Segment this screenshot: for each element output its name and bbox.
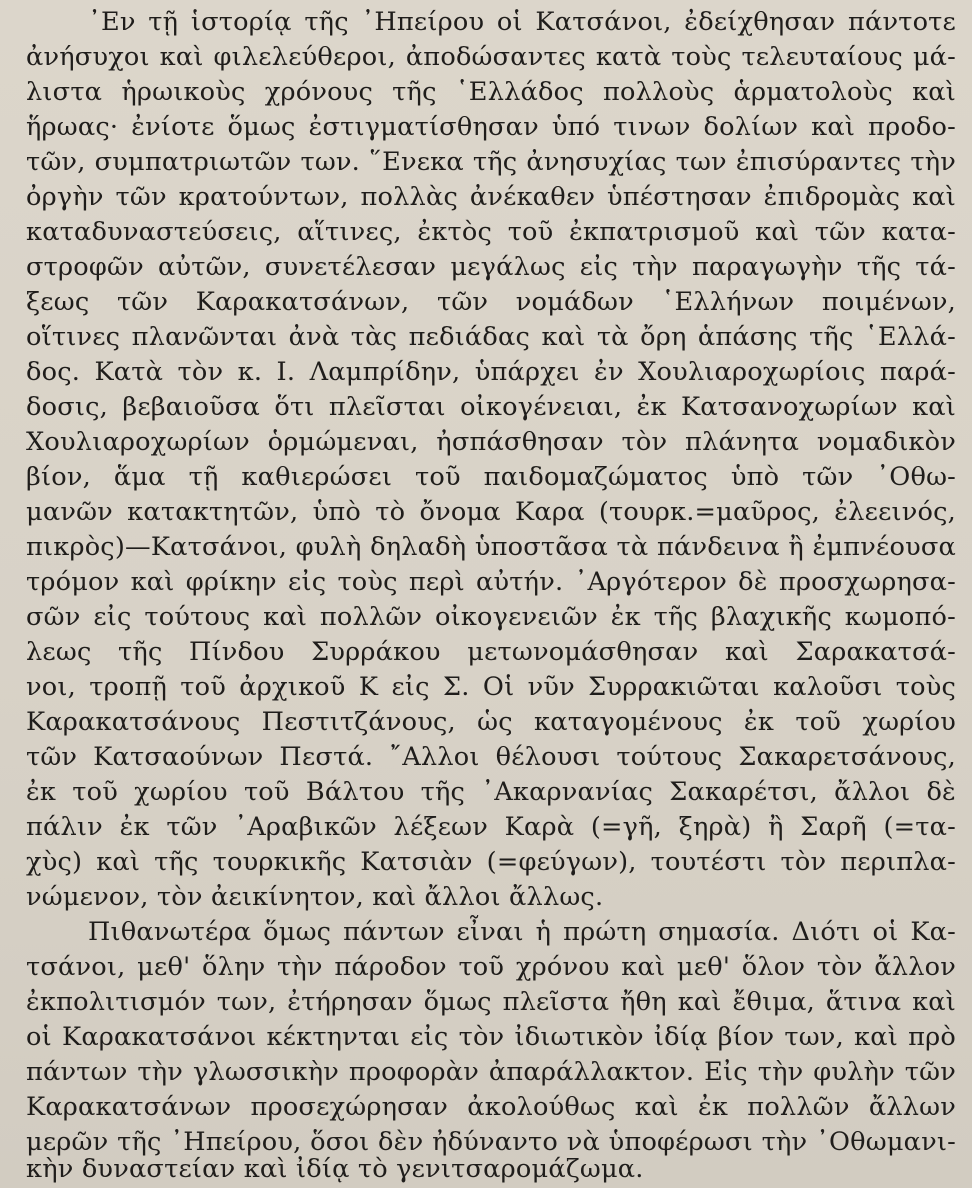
- text-line: τῶν, συμπατριωτῶν των. ῞Ενεκα τῆς ἀνησυχίας των ἐπισύραντες τὴν: [26, 147, 956, 177]
- text-line: ἐκ τοῦ χωρίου τοῦ Βάλτου τῆς ᾿Ακαρνανίας Σακαρέτσι, ἄλλοι δὲ: [26, 777, 956, 807]
- text-line: ἀνήσυχοι καὶ φιλελεύθεροι, ἀποδώσαντες κατὰ τοὺς τελευταίους μά-: [26, 42, 956, 72]
- text-line: οἵτινες πλανῶνται ἀνὰ τὰς πεδιάδας καὶ τὰ ὄρη ἁπάσης τῆς ῾Ελλά-: [26, 322, 956, 352]
- text-line: στροφῶν αὐτῶν, συνετέλεσαν μεγάλως εἰς τὴν παραγωγὴν τῆς τά-: [26, 252, 956, 282]
- text-line: κὴν δυναστείαν καὶ ἰδίᾳ τὸ γενιτσαρομάζωμα.: [26, 1154, 644, 1184]
- text-line: νώμενον, τὸν ἀεικίνητον, καὶ ἄλλοι ἄλλως.: [26, 882, 604, 912]
- text-line: λεως τῆς Πίνδου Συρράκου μετωνομάσθησαν καὶ Σαρακατσά-: [26, 637, 956, 667]
- text-line: μανῶν κατακτητῶν, ὑπὸ τὸ ὄνομα Καρα (τουρκ.=μαῦρος, ἐλεεινός,: [26, 497, 956, 527]
- text-line: ἐκπολιτισμόν των, ἐτήρησαν ὅμως πλεῖστα ἤθη καὶ ἔθιμα, ἅτινα καὶ: [26, 987, 956, 1017]
- text-line: ἥρωας· ἐνίοτε ὅμως ἐστιγματίσθησαν ὑπό τινων δολίων καὶ προδο-: [26, 112, 956, 142]
- text-line: Καρακατσάνους Πεστιτζάνους, ὡς καταγομένους ἐκ τοῦ χωρίου: [26, 707, 956, 737]
- text-line: Χουλιαροχωρίων ὁρμώμεναι, ἠσπάσθησαν τὸν πλάνητα νομαδικὸν: [26, 427, 956, 457]
- text-line: τσάνοι, μεθ' ὅλην τὴν πάροδον τοῦ χρόνου καὶ μεθ' ὅλον τὸν ἄλλον: [26, 952, 956, 982]
- text-line: τρόμον καὶ φρίκην εἰς τοὺς περὶ αὐτήν. ᾿Αργότερον δὲ προσχωρησα-: [26, 567, 956, 597]
- text-line: ξεως τῶν Καρακατσάνων, τῶν νομάδων ῾Ελλήνων ποιμένων,: [26, 287, 956, 317]
- text-line: πάντων τὴν γλωσσικὴν προφορὰν ἀπαράλλακτον. Εἰς τὴν φυλὴν τῶν: [26, 1057, 956, 1087]
- text-line: ᾿Εν τῇ ἱστορίᾳ τῆς ᾿Ηπείρου οἱ Κατσάνοι, ἐδείχθησαν πάντοτε: [88, 7, 956, 37]
- text-line: σῶν εἰς τούτους καὶ πολλῶν οἰκογενειῶν ἐκ τῆς βλαχικῆς κωμοπό-: [26, 602, 956, 632]
- text-line: οἱ Καρακατσάνοι κέκτηνται εἰς τὸν ἰδιωτικὸν ἰδίᾳ βίον των, καὶ πρὸ: [26, 1022, 956, 1052]
- text-line: μερῶν τῆς ᾿Ηπείρου, ὅσοι δὲν ἠδύναντο νὰ ὑποφέρωσι τὴν ᾿Οθωμανι-: [26, 1127, 956, 1157]
- text-line: Καρακατσάνων προσεχώρησαν ἀκολούθως καὶ ἐκ πολλῶν ἄλλων: [26, 1092, 956, 1122]
- text-line: χὺς) καὶ τῆς τουρκικῆς Κατσιὰν (=φεύγων), τουτέστι τὸν περιπλα-: [26, 847, 956, 877]
- text-line: ὀργὴν τῶν κρατούντων, πολλὰς ἀνέκαθεν ὑπέστησαν ἐπιδρομὰς καὶ: [26, 182, 956, 212]
- text-line: καταδυναστεύσεις, αἵτινες, ἐκτὸς τοῦ ἐκπατρισμοῦ καὶ τῶν κατα-: [26, 217, 956, 247]
- text-line: δος. Κατὰ τὸν κ. Ι. Λαμπρίδην, ὑπάρχει ἐν Χουλιαροχωρίοις παρά-: [26, 357, 956, 387]
- text-line: πάλιν ἐκ τῶν ᾿Αραβικῶν λέξεων Καρὰ (=γῆ, ξηρὰ) ἢ Σαρῆ (=τα-: [26, 812, 956, 842]
- text-line: Πιθανωτέρα ὅμως πάντων εἶναι ἡ πρώτη σημασία. Διότι οἱ Κα-: [88, 917, 956, 947]
- text-line: πικρὸς)—Κατσάνοι, φυλὴ δηλαδὴ ὑποστᾶσα τὰ πάνδεινα ἢ ἐμπνέουσα: [26, 532, 956, 562]
- text-line: νοι, τροπῇ τοῦ ἀρχικοῦ Κ εἰς Σ. Οἱ νῦν Συρρακιῶται καλοῦσι τοὺς: [26, 672, 956, 702]
- text-line: λιστα ἡρωικοὺς χρόνους τῆς ῾Ελλάδος πολλοὺς ἁρματολοὺς καὶ: [26, 77, 956, 107]
- text-line: δοσις, βεβαιοῦσα ὅτι πλεῖσται οἰκογένειαι, ἐκ Κατσανοχωρίων καὶ: [26, 392, 956, 422]
- text-line: τῶν Κατσαούνων Πεστά. ῎Αλλοι θέλουσι τούτους Σακαρετσάνους,: [26, 742, 956, 772]
- text-line: βίον, ἅμα τῇ καθιερώσει τοῦ παιδομαζώματος ὑπὸ τῶν ᾿Οθω-: [26, 462, 956, 492]
